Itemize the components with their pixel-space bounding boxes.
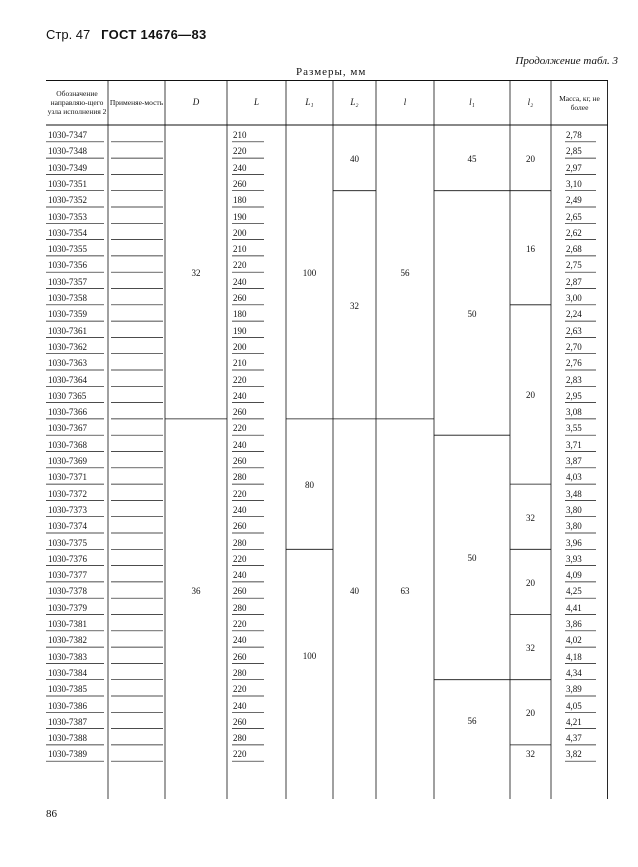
column-header-l1: l₁ — [469, 97, 475, 107]
merged-cell-l2: 32 — [526, 643, 535, 654]
mass-cell: 2,49 — [566, 195, 582, 206]
designation-cell: 1030-7374 — [48, 521, 87, 532]
designation-cell: 1030-7383 — [48, 651, 87, 662]
designation-cell: 1030-7356 — [48, 260, 87, 271]
mass-cell: 3,82 — [566, 749, 582, 760]
mass-cell: 2,63 — [566, 325, 582, 336]
mass-cell: 4,03 — [566, 472, 582, 483]
mass-cell: 3,80 — [566, 521, 582, 532]
designation-cell: 1030-7349 — [48, 162, 87, 173]
page-header — [46, 27, 207, 42]
designation-cell: 1030 7365 — [48, 390, 87, 401]
length-l-cell: 240 — [233, 390, 247, 401]
mass-cell: 4,34 — [566, 667, 582, 678]
mass-cell: 3,87 — [566, 456, 582, 466]
merged-cell-l2: 32 — [526, 749, 535, 760]
designation-cell: 1030-7362 — [48, 341, 87, 352]
length-l-cell: 240 — [233, 439, 247, 450]
mass-cell: 3,96 — [566, 537, 582, 548]
length-l-cell: 220 — [233, 260, 247, 271]
designation-cell: 1030-7361 — [48, 325, 87, 336]
length-l-cell: 220 — [233, 553, 247, 564]
length-l-cell: 280 — [233, 733, 247, 744]
length-l-cell: 220 — [233, 423, 247, 434]
designation-cell: 1030-7347 — [48, 130, 87, 140]
merged-cell-l2: 32 — [350, 300, 359, 311]
length-l-cell: 260 — [233, 716, 247, 727]
mass-cell: 4,25 — [566, 586, 582, 597]
column-header-designation: Обозначение направляю-щего узла исполнения 2 — [47, 89, 107, 116]
designation-cell: 1030-7348 — [48, 146, 87, 157]
mass-cell: 4,37 — [566, 733, 582, 744]
designation-cell: 1030-7376 — [48, 553, 87, 564]
designation-cell: 1030-7354 — [48, 227, 87, 238]
merged-cell-l1: 56 — [467, 716, 477, 727]
designation-cell: 1030-7355 — [48, 244, 87, 255]
length-l-cell: 240 — [233, 635, 247, 646]
mass-cell: 2,75 — [566, 260, 582, 271]
designation-cell: 1030-7358 — [48, 293, 87, 303]
length-l-cell: 240 — [233, 570, 247, 581]
merged-cell-l1: 100 — [302, 268, 317, 279]
designation-cell: 1030-7379 — [48, 602, 87, 613]
merged-cell-d: 36 — [191, 586, 201, 597]
designation-cell: 1030-7378 — [48, 586, 87, 597]
length-l-cell: 260 — [233, 521, 247, 532]
designation-cell: 1030-7382 — [48, 635, 87, 646]
column-header-mass: Масса, кг, не более — [559, 93, 600, 112]
length-l-cell: 210 — [233, 244, 247, 255]
merged-cell-l2: 20 — [526, 577, 535, 588]
designation-cell: 1030-7359 — [48, 309, 87, 320]
mass-cell: 3,00 — [566, 293, 582, 303]
mass-cell: 3,80 — [566, 504, 582, 515]
continuation-label: Продолжение табл. 3 — [515, 55, 618, 67]
mass-cell: 4,41 — [566, 602, 582, 613]
column-header-d: D — [192, 97, 200, 107]
merged-cell-l1: 100 — [302, 651, 317, 662]
designation-cell: 1030-7357 — [48, 276, 87, 287]
mass-cell: 2,24 — [566, 309, 582, 320]
page-label: Стр. 47 — [46, 27, 91, 42]
length-l-cell: 180 — [233, 195, 247, 206]
length-l-cell: 280 — [233, 667, 247, 678]
length-l-cell: 240 — [233, 504, 247, 515]
designation-cell: 1030-7364 — [48, 374, 87, 385]
column-header-applicability: Применяе-мость — [109, 98, 164, 107]
column-header-l: L — [253, 97, 259, 107]
merged-cell-l: 56 — [400, 268, 410, 279]
mass-cell: 2,97 — [566, 162, 582, 173]
mass-cell: 3,86 — [566, 619, 582, 629]
mass-cell: 3,93 — [566, 553, 582, 564]
length-l-cell: 220 — [233, 749, 247, 760]
length-l-cell: 260 — [233, 178, 247, 189]
column-header-l2: L₂ — [350, 97, 359, 107]
length-l-cell: 220 — [233, 374, 247, 385]
table-grid — [46, 80, 608, 799]
merged-cell-l: 63 — [400, 586, 410, 597]
merged-cell-l1: 80 — [305, 480, 314, 491]
designation-cell: 1030-7373 — [48, 504, 87, 515]
length-l-cell: 200 — [233, 227, 247, 238]
designation-cell: 1030-7386 — [48, 700, 87, 711]
length-l-cell: 260 — [233, 651, 247, 662]
merged-cell-l2: 40 — [350, 586, 359, 597]
length-l-cell: 260 — [233, 407, 247, 418]
mass-cell: 2,70 — [566, 341, 582, 352]
mass-cell: 4,21 — [566, 716, 582, 727]
length-l-cell: 220 — [233, 619, 247, 629]
length-l-cell: 210 — [233, 130, 247, 140]
designation-cell: 1030-7352 — [48, 195, 87, 206]
designation-cell: 1030-7385 — [48, 684, 87, 695]
mass-cell: 3,08 — [566, 407, 582, 418]
designation-cell: 1030-7372 — [48, 488, 87, 499]
designation-cell: 1030-7375 — [48, 537, 87, 548]
designation-cell: 1030-7384 — [48, 667, 87, 678]
length-l-cell: 190 — [233, 325, 247, 336]
mass-cell: 3,10 — [566, 178, 582, 189]
length-l-cell: 240 — [233, 700, 247, 711]
length-l-cell: 200 — [233, 341, 247, 352]
column-header-l2: l₂ — [527, 97, 534, 107]
length-l-cell: 260 — [233, 586, 247, 597]
merged-cell-l1: 45 — [467, 154, 477, 165]
length-l-cell: 280 — [233, 537, 247, 548]
length-l-cell: 210 — [233, 358, 247, 369]
designation-cell: 1030-7377 — [48, 570, 87, 581]
designation-cell: 1030-7367 — [48, 423, 87, 434]
merged-cell-l2: 20 — [526, 390, 535, 401]
mass-cell: 3,89 — [566, 684, 582, 695]
mass-cell: 2,95 — [566, 390, 582, 401]
designation-cell: 1030-7387 — [48, 716, 87, 727]
merged-cell-d: 32 — [191, 268, 201, 279]
merged-cell-l2: 40 — [350, 154, 359, 165]
designation-cell: 1030-7371 — [48, 472, 87, 483]
mass-cell: 2,87 — [566, 276, 582, 287]
designation-cell: 1030-7363 — [48, 358, 87, 369]
merged-cell-l2: 20 — [526, 708, 535, 719]
length-l-cell: 280 — [233, 472, 247, 483]
designation-cell: 1030-7369 — [48, 456, 87, 466]
mass-cell: 4,05 — [566, 700, 582, 711]
mass-cell: 4,09 — [566, 570, 582, 581]
length-l-cell: 190 — [233, 211, 247, 222]
length-l-cell: 240 — [233, 276, 247, 287]
mass-cell: 3,48 — [566, 488, 582, 499]
merged-cell-l1: 50 — [467, 308, 477, 319]
designation-cell: 1030-7381 — [48, 619, 87, 629]
merged-cell-l2: 32 — [526, 512, 535, 523]
standard-title: ГОСТ 14676—83 — [101, 27, 207, 42]
mass-cell: 2,76 — [566, 358, 582, 369]
merged-cell-l1: 50 — [467, 553, 477, 564]
mass-cell: 2,83 — [566, 374, 582, 385]
designation-cell: 1030-7366 — [48, 407, 87, 418]
column-header-l: l — [403, 97, 407, 107]
dimensions-title: Размеры, мм — [296, 66, 367, 78]
mass-cell: 4,18 — [566, 651, 582, 662]
mass-cell: 3,71 — [566, 439, 582, 450]
mass-cell: 2,78 — [566, 130, 582, 140]
designation-cell: 1030-7388 — [48, 733, 87, 744]
length-l-cell: 280 — [233, 602, 247, 613]
length-l-cell: 260 — [233, 456, 247, 466]
mass-cell: 2,65 — [566, 211, 582, 222]
column-header-l1: L₁ — [305, 97, 314, 107]
length-l-cell: 220 — [233, 488, 247, 499]
length-l-cell: 180 — [233, 309, 247, 320]
mass-cell: 4,02 — [566, 635, 582, 646]
mass-cell: 2,62 — [566, 227, 582, 238]
mass-cell: 2,68 — [566, 244, 582, 255]
designation-cell: 1030-7368 — [48, 439, 87, 450]
mass-cell: 3,55 — [566, 423, 582, 434]
length-l-cell: 220 — [233, 146, 247, 157]
designation-cell: 1030-7389 — [48, 749, 87, 760]
merged-cell-l2: 20 — [526, 154, 535, 165]
dimensions-table — [46, 80, 608, 799]
length-l-cell: 260 — [233, 293, 247, 303]
designation-cell: 1030-7353 — [48, 211, 87, 222]
designation-cell: 1030-7351 — [48, 178, 87, 189]
length-l-cell: 220 — [233, 684, 247, 695]
page-number: 86 — [46, 808, 57, 820]
mass-cell: 2,85 — [566, 146, 582, 157]
merged-cell-l2: 16 — [526, 243, 535, 254]
length-l-cell: 240 — [233, 162, 247, 173]
